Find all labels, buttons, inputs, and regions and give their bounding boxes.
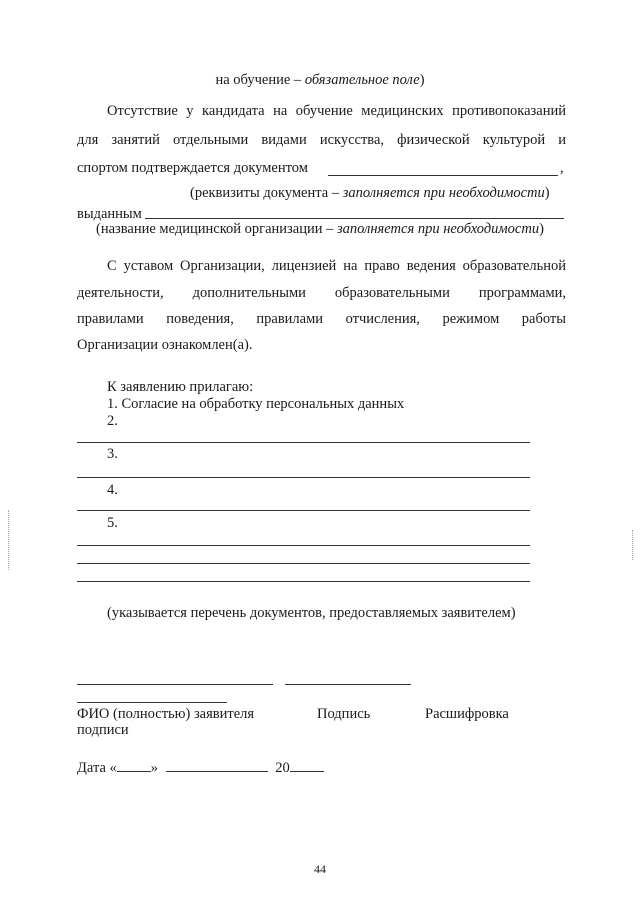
note1-close: ) [544, 185, 550, 201]
signature-line-fio [77, 684, 273, 685]
note2-text: (название медицинской организации – [96, 221, 337, 237]
note1-italic: заполняется при необходимости [342, 185, 545, 201]
para1-line2: для занятий отдельными видами искусства, физической культурой и [77, 132, 566, 148]
date-close-quote: » [150, 760, 159, 776]
decode-label: Расшифровка [425, 706, 509, 722]
date-day-blank [117, 759, 151, 772]
issued-blank [145, 218, 564, 219]
attachment-item-5: 5. [107, 515, 118, 531]
note-medical-org [96, 221, 544, 238]
issued-label: выданным [77, 206, 142, 222]
attachments-note: (указывается перечень документов, предоставляемых заявителем) [107, 605, 516, 621]
attachment-item-1: 1. Согласие на обработку персональных данных [107, 396, 405, 412]
para2-line3: правилами поведения, правилами отчисления, режимом работы [77, 311, 566, 327]
para2-line2: деятельности, дополнительными образовательными программами, [77, 285, 566, 301]
date-year-prefix: 20 [275, 760, 290, 776]
note-document-details [190, 185, 550, 202]
date-label: Дата « [77, 760, 117, 776]
decode-label-cont: подписи [77, 722, 129, 738]
para1-line1: Отсутствие у кандидата на обучение медицинских противопоказаний [107, 103, 566, 119]
top-line-text: на обучение – [215, 72, 305, 88]
signature-line-decode [77, 702, 227, 703]
top-line [0, 72, 640, 89]
date-line [77, 759, 324, 777]
date-month-blank [166, 759, 268, 772]
scan-artifact-right [632, 530, 634, 560]
note1-text: (реквизиты документа – [190, 185, 343, 201]
page-number: 44 [314, 862, 326, 876]
attachment-line-3 [77, 477, 530, 478]
fio-label: ФИО (полностью) заявителя [77, 706, 255, 722]
top-line-italic: обязательное поле [304, 72, 420, 88]
signature-line-sign [285, 684, 411, 685]
note2-italic: заполняется при необходимости [337, 221, 540, 237]
attachments-heading: К заявлению прилагаю: [107, 379, 254, 395]
attachment-item-2: 2. [107, 413, 118, 429]
para1-line3-end: , [560, 160, 564, 176]
attachment-item-4: 4. [107, 482, 118, 498]
attachment-line-5b [77, 563, 530, 564]
para1-line3: спортом подтверждается документом [77, 160, 308, 176]
scan-artifact-left [8, 510, 10, 570]
para2-line4: Организации ознакомлен(а). [77, 337, 253, 353]
attachment-line-5a [77, 545, 530, 546]
attachment-line-5c [77, 581, 530, 582]
document-blank [328, 175, 558, 176]
attachment-line-4 [77, 510, 530, 511]
attachment-item-3: 3. [107, 446, 118, 462]
attachment-line-2 [77, 442, 530, 443]
top-line-close: ) [419, 72, 425, 88]
sign-label: Подпись [317, 706, 371, 722]
date-year-blank [290, 759, 324, 772]
para2-line1: С уставом Организации, лицензией на право ведения образовательной [107, 258, 566, 274]
note2-close: ) [539, 221, 544, 237]
